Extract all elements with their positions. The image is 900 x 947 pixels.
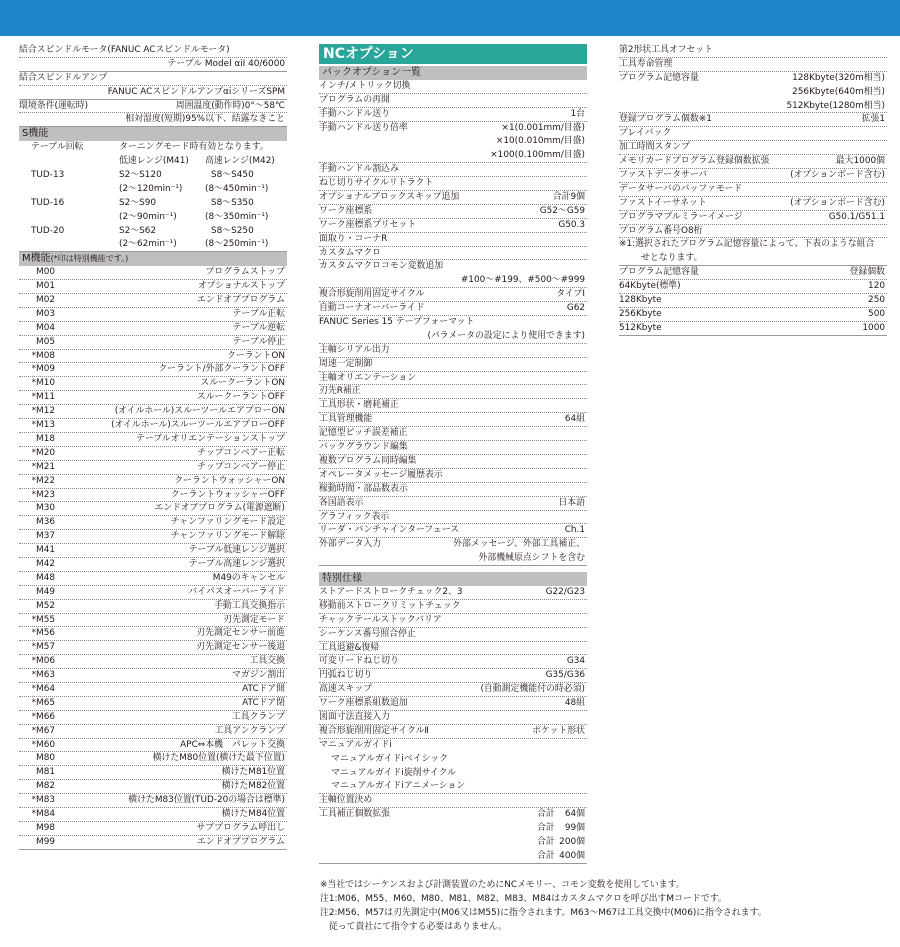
- m-code: *M66: [31, 711, 55, 722]
- m-code-description: テーブル正転: [232, 308, 285, 319]
- capacity-table-row: 256Kbyte 500: [619, 308, 887, 322]
- m-code-row: [19, 489, 287, 503]
- m-code-description: クーラントウォッシャーOFF: [170, 489, 285, 500]
- m-code: M03: [36, 308, 55, 319]
- option-row: 図面寸法直接入力: [319, 711, 587, 725]
- m-code: M82: [36, 781, 55, 792]
- spec-row: TUD-13 S2〜S120 S8〜S450: [31, 170, 254, 181]
- m-code-row: [19, 711, 287, 725]
- capacity-table-row: 512Kbyte 1000: [619, 322, 887, 336]
- note-line: ※当社ではシーケンスおよび計測装置のためにNCメモリー、コモン変数を使用しています。: [320, 880, 685, 890]
- m-code-row: [19, 572, 287, 586]
- option-row: 移動前ストロークリミットチェック: [319, 600, 587, 614]
- note-line: 従って貴社にて指令する必要はありません。: [320, 922, 507, 932]
- m-code: *M22: [31, 475, 55, 486]
- m-code-description: APC⇔本機 パレット交換: [180, 739, 285, 750]
- m-code: M41: [36, 545, 55, 556]
- special-spec-heading: 特別仕様: [319, 572, 587, 586]
- option-row: 合計 99個: [537, 823, 585, 834]
- spec-row: テーブル回転 ターニングモード時有効となります。: [31, 142, 269, 153]
- m-code-description: クーラントウォッシャーON: [174, 475, 285, 486]
- m-code: *M83: [31, 795, 55, 806]
- option-row: 登録プログラム個数※1 拡張1: [619, 113, 887, 127]
- option-row: チャックテールストックバリア: [319, 614, 587, 628]
- nc-option-tag: NCオプション: [319, 44, 587, 64]
- m-code-description: プログラムストップ: [205, 267, 285, 278]
- m-code-description: 工具アンクランプ: [214, 725, 285, 736]
- option-row: 稼動時間・部品数表示: [319, 483, 587, 497]
- option-row: 周速一定制御: [319, 358, 587, 372]
- column-2: [319, 44, 587, 864]
- option-row: プログラム番号O8桁: [619, 225, 887, 239]
- m-code: M80: [36, 753, 55, 764]
- m-code-description: 刃先測定モード: [223, 614, 285, 625]
- option-row: FANUC Series 15 テープフォーマット: [319, 317, 475, 328]
- option-row: 合計 200個: [537, 836, 585, 847]
- m-code-description: エンドオブプログラム: [196, 295, 285, 306]
- m-code-description: ATCドア閉: [242, 697, 285, 708]
- option-row: 手動ハンドル送り 1台: [319, 108, 587, 122]
- option-row: ×100(0.100mm/目盛): [319, 149, 587, 163]
- m-code: *M55: [31, 614, 55, 625]
- spec-row: TUD-16 S2〜S90 S8〜S350: [31, 197, 254, 208]
- option-row: 円弧ねじ切り G35/G36: [319, 669, 587, 683]
- m-code-description: 工具クランプ: [231, 711, 285, 722]
- option-row: ファストデータサーバ (オプションボード含む): [619, 169, 887, 183]
- m-code-row: [19, 377, 287, 391]
- m-code-row: [19, 419, 287, 433]
- m-code-description: テーブル高速レンジ選択: [188, 558, 285, 569]
- spec-row: 結合スピンドルアンプ: [19, 72, 287, 86]
- option-row: マニュアルガイドi旋削サイクル: [331, 767, 457, 778]
- option-row: 合計 400個: [319, 850, 587, 864]
- m-code: *M84: [31, 808, 55, 819]
- m-code: M01: [36, 281, 55, 292]
- m-code-row: [19, 308, 287, 322]
- m-code-description: ATCドア開: [242, 683, 285, 694]
- option-row: カスタムマクロコモン変数追加: [319, 261, 444, 272]
- m-code-row: [19, 294, 287, 308]
- option-row: 256Kbyte(640m相当): [792, 86, 885, 97]
- spec-row: 結合スピンドルモータ(FANUC ACスピンドルモータ): [19, 44, 287, 58]
- m-code-row: [19, 391, 287, 405]
- option-row: 刃先R補正: [319, 385, 587, 399]
- m-code: *M23: [31, 489, 55, 500]
- m-code: *M06: [31, 656, 55, 667]
- m-code: M52: [36, 600, 55, 611]
- option-row: 工具退避&復帰: [319, 642, 587, 656]
- page-notes: [320, 878, 767, 934]
- m-code-description: スルークーラントOFF: [196, 392, 285, 403]
- spec-row: 環境条件(運転時) 周囲温度(動作時)0°〜58℃: [19, 100, 287, 114]
- option-row: (パラメータの設定により使用できます): [319, 330, 587, 344]
- m-code-row: [19, 808, 287, 822]
- option-row: 複数プログラム同時編集: [319, 455, 587, 469]
- s-function-heading: S機能: [19, 127, 287, 141]
- m-code-description: 横けたM83位置(TUD-20の場合は標準): [128, 795, 285, 806]
- option-row: 可変リードねじ切り G34: [319, 655, 587, 669]
- option-row: ワーク座標系組数追加 48組: [319, 697, 587, 711]
- m-code-row: [19, 461, 287, 475]
- m-code-description: オプショナルストップ: [198, 281, 285, 292]
- option-row: インチ/メトリック切換: [319, 80, 587, 94]
- option-row: 加工時間スタンプ: [619, 141, 887, 155]
- m-code: M81: [36, 767, 55, 778]
- m-function-list: [19, 266, 287, 849]
- m-code-description: (オイルホール)スルーツールエアブローOFF: [111, 420, 285, 431]
- m-code-row: [19, 697, 287, 711]
- m-code: *M09: [31, 364, 55, 375]
- option-row: 工具管理機能 64組: [319, 413, 587, 427]
- option-row: プログラマブルミラーイメージ G50.1/G51.1: [619, 211, 887, 225]
- m-code-row: [19, 766, 287, 780]
- option-row: オペレータメッセージ履歴表示: [319, 469, 587, 483]
- m-code: M37: [36, 531, 55, 542]
- spec-row: テーブル Model αiI 40/6000: [19, 58, 287, 72]
- option-row: 主軸位置決め: [319, 794, 587, 808]
- m-code-description: マガジン割出: [231, 670, 285, 681]
- m-code-description: テーブル低速レンジ選択: [188, 545, 285, 556]
- option-row: マニュアルガイドiベイシック: [331, 753, 449, 764]
- option-row: 工具寿命管理: [619, 58, 887, 72]
- m-code-description: テーブルオリエンテーションストップ: [135, 433, 285, 444]
- m-code-row: [19, 627, 287, 641]
- m-code-description: 手動工具交換指示: [214, 600, 285, 611]
- capacity-table-row: 64Kbyte(標準) 120: [619, 280, 887, 294]
- option-row: ファストイーサネット (オプションボード含む): [619, 197, 887, 211]
- m-code: M00: [36, 267, 55, 278]
- option-row: 外部機械原点シフトを含む: [319, 552, 587, 566]
- m-code-row: [19, 475, 287, 489]
- m-code-description: クーラント/外部クーラントOFF: [158, 364, 285, 375]
- m-code-row: [19, 558, 287, 572]
- spec-row: (2〜120min⁻¹) (8〜450min⁻¹): [119, 183, 269, 194]
- option-row: 外部データ入力 外部メッセージ、外部工具補正、: [319, 539, 585, 550]
- column-3: [619, 44, 887, 336]
- m-code: *M64: [31, 683, 55, 694]
- m-code: *M11: [31, 392, 55, 403]
- m-code-row: [19, 683, 287, 697]
- m-code-description: M49のキャンセル: [212, 572, 285, 583]
- m-code-description: 横けたM80位置(横けた最下位置): [152, 753, 285, 764]
- m-code-row: [19, 516, 287, 530]
- m-code-row: [19, 614, 287, 628]
- footnote-row: せとなります。: [619, 252, 887, 266]
- m-code: M05: [36, 336, 55, 347]
- m-code-row: [19, 641, 287, 655]
- m-code: M99: [36, 836, 55, 847]
- capacity-table-row: 128Kbyte 250: [619, 294, 887, 308]
- m-code-description: スルークーラントON: [200, 378, 285, 389]
- option-row: ワーク座標系プリセット G50.3: [319, 219, 587, 233]
- m-code: *M08: [31, 350, 55, 361]
- m-code-row: [19, 363, 287, 377]
- m-code-description: 刃先測定センサー後退: [196, 642, 285, 653]
- m-code: M04: [36, 322, 55, 333]
- option-row: 自動コーナオーバーライド G62: [319, 302, 587, 316]
- note-line: 注1:M06、M55、M60、M80、M81、M82、M83、M84はカスタムマクロを呼び出すMコードです。: [320, 894, 727, 904]
- m-code: M36: [36, 517, 55, 528]
- option-row: 面取り・コーナR: [319, 233, 587, 247]
- m-code-description: エンドオブプログラム: [196, 836, 285, 847]
- m-code-row: [19, 502, 287, 516]
- spec-row: 低速レンジ(M41) 高速レンジ(M42): [119, 156, 275, 167]
- m-code-row: [19, 336, 287, 350]
- column-1: [19, 44, 287, 850]
- option-row: 記憶型ピッチ誤差補正: [319, 427, 587, 441]
- m-code-description: エンドオブプログラム(電源遮断): [154, 503, 285, 514]
- m-code: *M67: [31, 725, 55, 736]
- spec-row: TUD-20 S2〜S62 S8〜S250: [31, 225, 254, 236]
- spec-row: (2〜90min⁻¹) (8〜350min⁻¹): [119, 211, 269, 222]
- m-code-description: バイパスオーバーライド: [188, 586, 285, 597]
- m-code-description: クーラントON: [227, 350, 285, 361]
- m-code-description: チップコンベアー停止: [197, 461, 285, 472]
- option-row: 高速スキップ (自動測定機能付の時必須): [319, 683, 587, 697]
- m-code-row: [19, 447, 287, 461]
- option-row: ねじ切りサイクルリトラクト: [319, 177, 587, 191]
- option-row: ストアードストロークチェック2、3 G22/G23: [319, 586, 587, 600]
- m-code-row: [19, 586, 287, 600]
- m-code-row: [19, 752, 287, 766]
- m-code: M42: [36, 558, 55, 569]
- option-row: プレイバック: [619, 127, 887, 141]
- m-code: *M65: [31, 697, 55, 708]
- option-row: 主軸オリエンテーション: [319, 372, 587, 386]
- option-row: 工具補正個数拡張 合計 64個: [319, 809, 585, 820]
- note-line: 注2:M56、M57は刃先測定中(M06又はM55)に指令されます。M63〜M67は工具交換中(M06)に指令されます。: [320, 908, 767, 918]
- option-row: 512Kbyte(1280m相当): [619, 100, 887, 114]
- m-code-row: [19, 405, 287, 419]
- m-code: M49: [36, 586, 55, 597]
- option-row: 主軸シリアル出力: [319, 344, 587, 358]
- m-code-description: 横けたM81位置: [221, 767, 285, 778]
- m-code-description: テーブル逆転: [232, 322, 285, 333]
- option-row: バックグラウンド編集: [319, 441, 587, 455]
- m-function-heading: M機能(*印は特別機能です。): [19, 252, 287, 266]
- m-code: M30: [36, 503, 55, 514]
- option-row: #100〜#199、#500〜#999: [319, 274, 587, 288]
- option-row: メモリカードプログラム登録個数拡張 最大1000個: [619, 155, 887, 169]
- m-code: *M21: [31, 461, 55, 472]
- footnote-row: ※1:選択されたプログラム記憶容量によって、下表のような組合: [619, 239, 875, 250]
- spec-row: FANUC ACスピンドルアンプαiシリーズSPM: [19, 86, 287, 100]
- m-code-description: 工具交換: [249, 656, 285, 667]
- m-code-description: 刃先測定センサー前進: [196, 628, 285, 639]
- m-code-row: [19, 600, 287, 614]
- m-code-row: [19, 433, 287, 447]
- m-code-row: [19, 655, 287, 669]
- m-code-description: テーブル停止: [232, 336, 285, 347]
- option-row: カスタムマクロ: [319, 247, 587, 261]
- m-code-description: 横けたM82位置: [221, 781, 285, 792]
- option-row: マニュアルガイドi: [319, 739, 392, 750]
- option-row: 第2形状工具オフセット: [619, 44, 887, 58]
- m-code-row: [19, 544, 287, 558]
- option-row: シーケンス番号照合停止: [319, 628, 587, 642]
- option-row: 手動ハンドル送り倍率 ×1(0.001mm/目盛): [319, 122, 585, 133]
- m-code-row: [19, 350, 287, 364]
- m-code-row: [19, 669, 287, 683]
- spec-row: 相対湿度(短期)95%以下、結露なきこと: [19, 113, 287, 127]
- m-code: *M10: [31, 378, 55, 389]
- capacity-table-header: プログラム記憶容量 登録個数: [619, 266, 887, 280]
- m-code: M02: [36, 295, 55, 306]
- m-code: *M12: [31, 406, 55, 417]
- m-code-row: [19, 780, 287, 794]
- m-code-row: [19, 322, 287, 336]
- option-row: 複合形旋削用固定サイクル タイプⅠ: [319, 288, 587, 302]
- m-code: *M63: [31, 670, 55, 681]
- option-row: 手動ハンドル割込み: [319, 163, 587, 177]
- m-code: *M56: [31, 628, 55, 639]
- option-row: マニュアルガイドiアニメーション: [319, 780, 587, 794]
- option-row: グラフィック表示: [319, 511, 587, 525]
- option-row: 複合形旋削用固定サイクルⅡ ポケット形状: [319, 725, 587, 739]
- m-code-description: チャンファリングモード設定: [170, 517, 285, 528]
- option-row: プログラム記憶容量 128Kbyte(320m相当): [619, 72, 885, 83]
- m-code-description: サブプログラム呼出し: [196, 822, 285, 833]
- option-row: データサーバのバッファモード: [619, 183, 887, 197]
- m-code: *M60: [31, 739, 55, 750]
- option-row: 工具形状・磨耗補正: [319, 399, 587, 413]
- m-code-row: [19, 794, 287, 808]
- m-code: *M20: [31, 447, 55, 458]
- m-code: M18: [36, 433, 55, 444]
- m-code: *M57: [31, 642, 55, 653]
- option-row: 各国語表示 日本語: [319, 497, 587, 511]
- m-code-row: [19, 280, 287, 294]
- m-code-row: [19, 822, 287, 836]
- m-code-description: チャンファリングモード解除: [170, 531, 285, 542]
- option-row: オプショナルブロックスキップ追加 合計9個: [319, 191, 587, 205]
- m-code-row: [19, 530, 287, 544]
- option-row: プログラムの再開: [319, 94, 587, 108]
- m-code-row: [19, 266, 287, 280]
- m-code-row: [19, 725, 287, 739]
- header-band: [0, 0, 900, 36]
- m-code: M98: [36, 822, 55, 833]
- option-row: ×10(0.010mm/目盛): [495, 136, 585, 147]
- pack-option-heading: パックオプション一覧: [319, 66, 587, 80]
- m-code-description: (オイルホール)スルーツールエアブローON: [114, 406, 285, 417]
- m-code-row: [19, 739, 287, 753]
- option-row: ワーク座標系 G52〜G59: [319, 205, 587, 219]
- m-code: M48: [36, 572, 55, 583]
- m-code-description: 横けたM84位置: [221, 808, 285, 819]
- m-code-description: チップコンベアー正転: [197, 447, 285, 458]
- m-code: *M13: [31, 420, 55, 431]
- m-code-row: [19, 836, 287, 850]
- option-row: リーダ・パンチャインターフェース Ch.1: [319, 524, 587, 538]
- spec-row: (2〜62min⁻¹) (8〜250min⁻¹): [19, 238, 287, 252]
